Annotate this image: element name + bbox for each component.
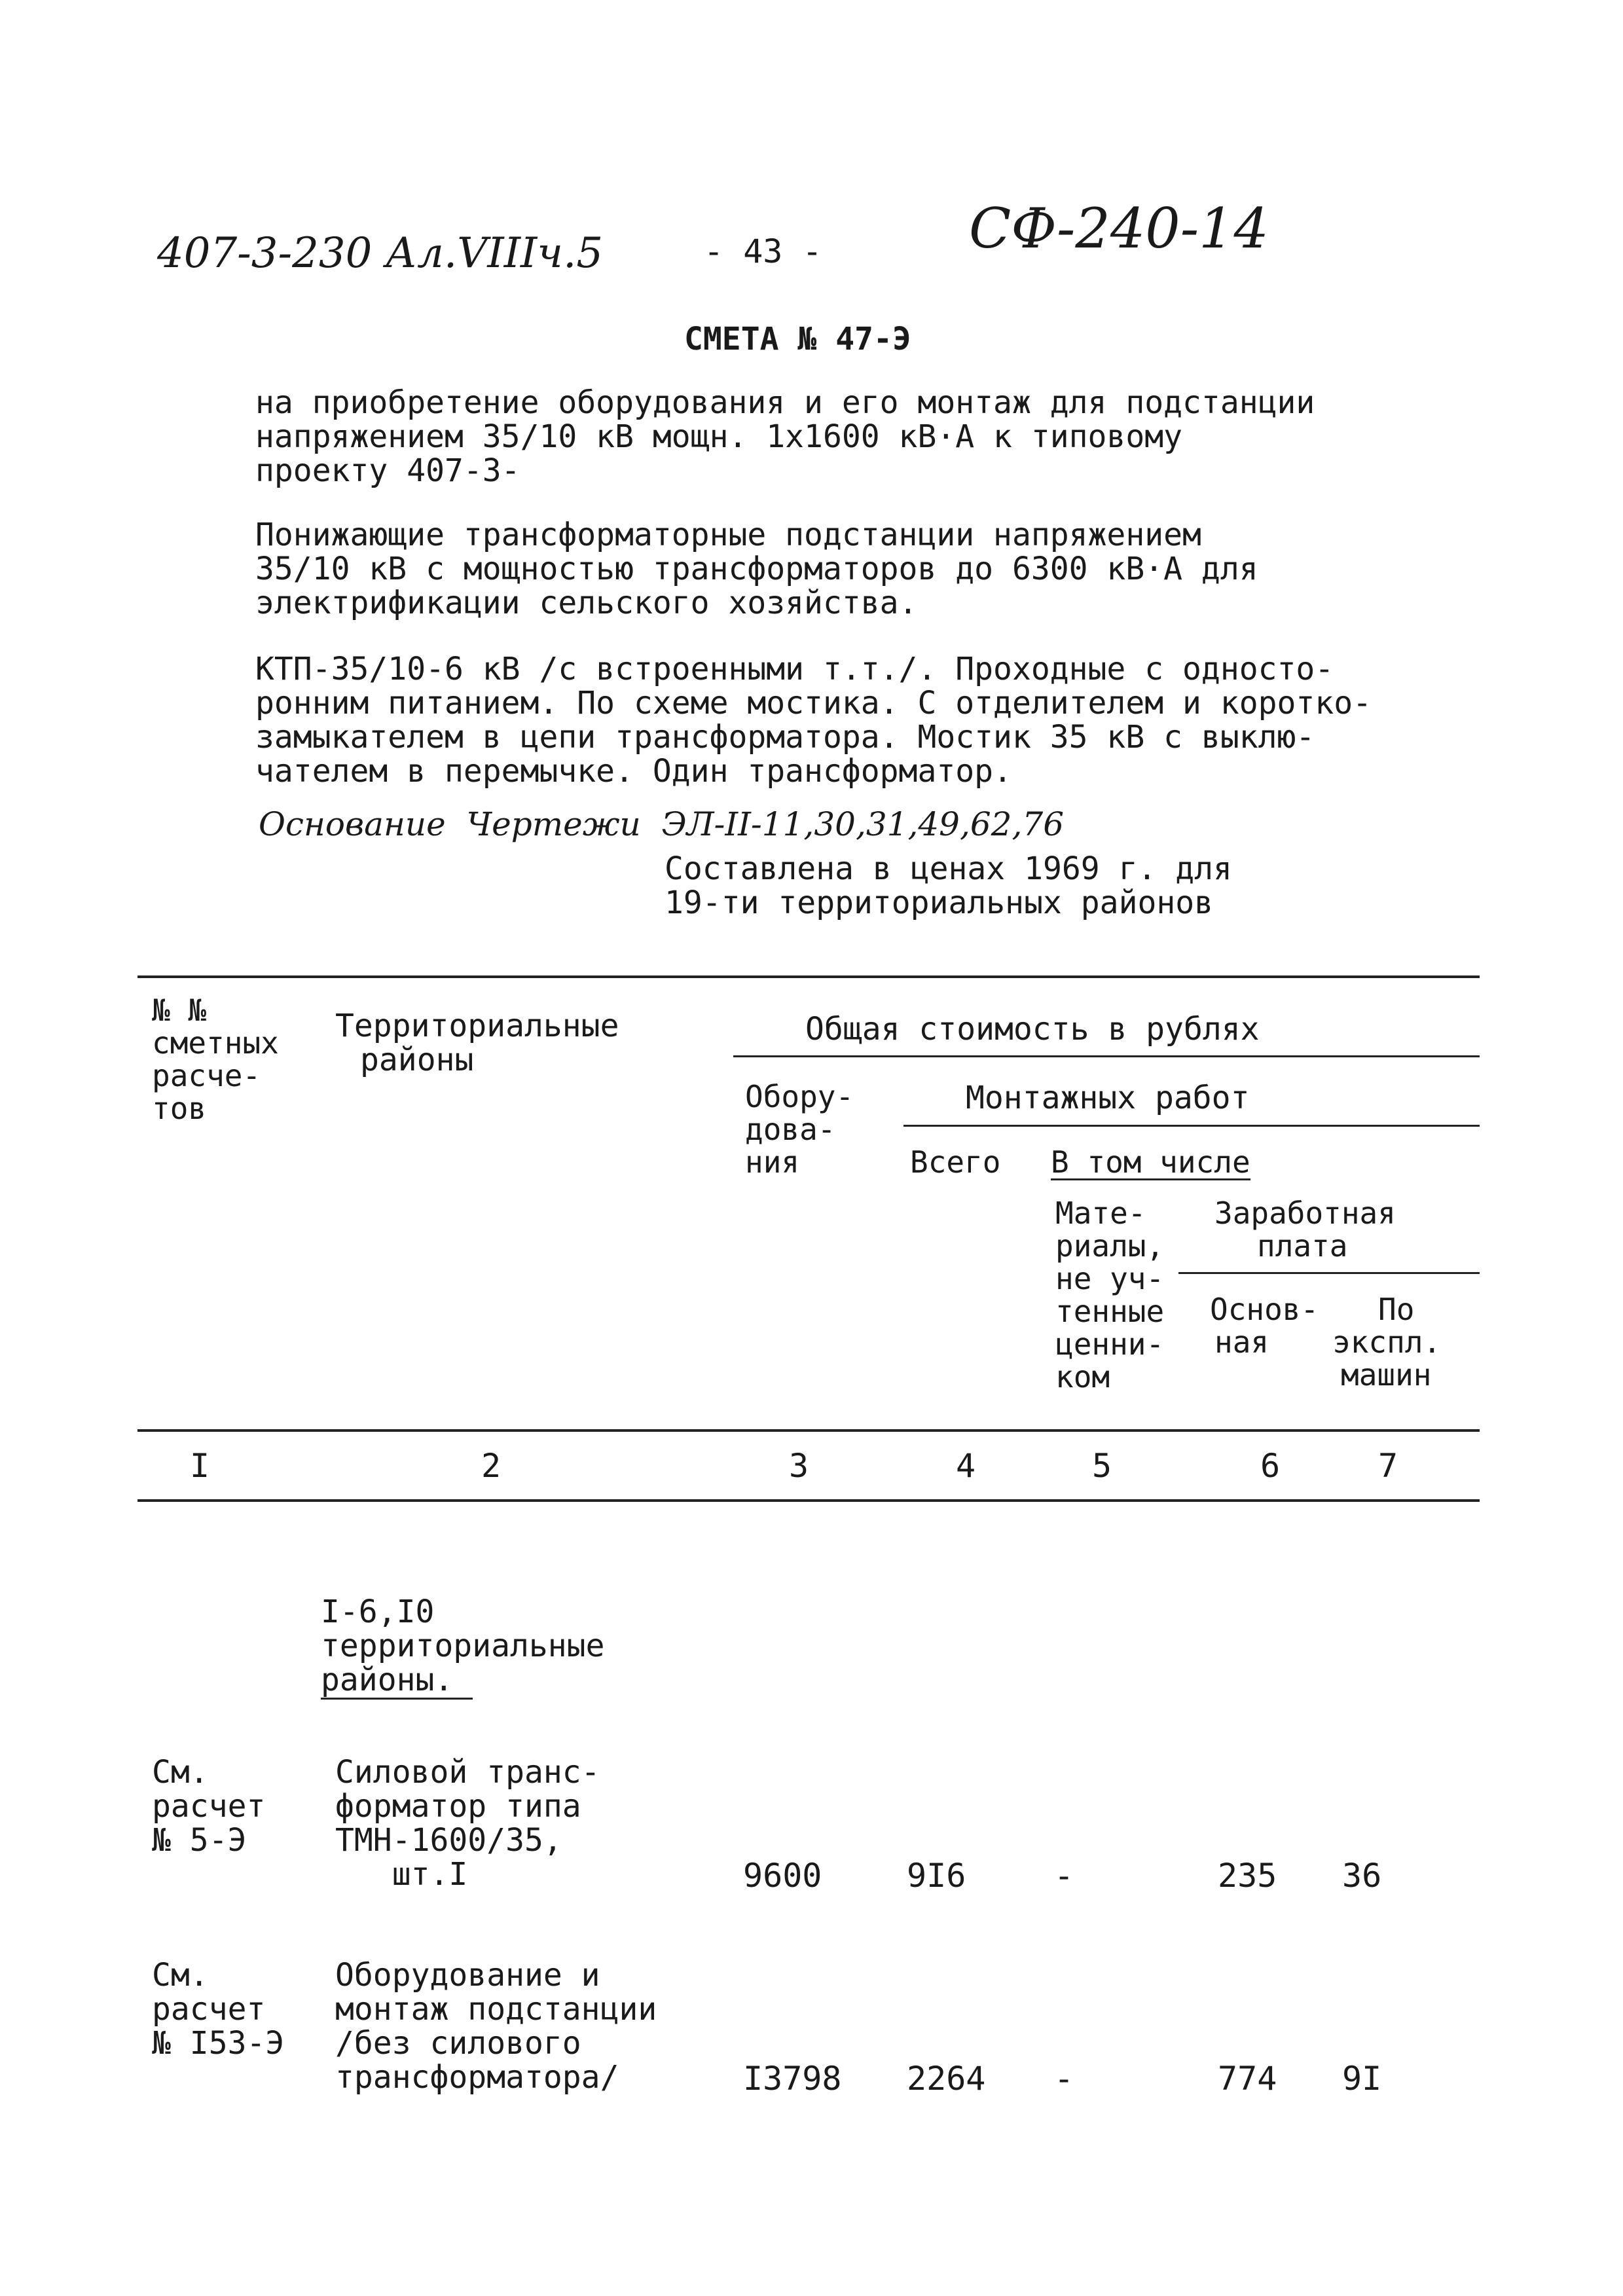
row2-equipment: I3798 xyxy=(743,2060,842,2098)
col-number-4: 4 xyxy=(956,1447,976,1485)
section-line-2: территориальные xyxy=(321,1628,605,1664)
archive-code: СФ-240-14 xyxy=(969,196,1269,261)
row1-name-line-2: форматор типа xyxy=(335,1788,581,1825)
header-salary-line-1: Заработная xyxy=(1214,1195,1396,1231)
basis-note: Основание Чертежи ЭЛ-II-11,30,31,49,62,76 xyxy=(259,805,1065,843)
table-top-rule xyxy=(137,975,1480,978)
header-montage: Монтажных работ xyxy=(966,1080,1250,1116)
row2-machines: 9I xyxy=(1342,2060,1382,2098)
prices-line-2: 19-ти территориальных районов xyxy=(665,884,1214,921)
montage-rule xyxy=(903,1125,1480,1127)
purpose-line-1: на приобретение оборудования и его монтаж для подстанции xyxy=(255,384,1315,421)
salary-rule xyxy=(1178,1272,1480,1274)
section-line-1: I-6,I0 xyxy=(321,1594,435,1630)
page-number: - 43 - xyxy=(704,232,822,270)
row2-name-line-1: Оборудование и xyxy=(335,1957,600,1994)
col-number-5: 5 xyxy=(1092,1447,1112,1485)
header-col2-line-2: районы xyxy=(360,1042,474,1078)
row1-name-line-1: Силовой транс- xyxy=(335,1754,600,1791)
document-title: СМЕТА № 47-Э xyxy=(684,321,911,357)
header-col1-line-3: расче- xyxy=(152,1058,261,1093)
doc-code: 407-3-230 Ал.VIIIч.5 xyxy=(157,229,604,278)
header-salary-line-2: плата xyxy=(1257,1228,1348,1264)
header-materials-line-3: не уч- xyxy=(1055,1261,1165,1296)
row2-ref-line-1: См. xyxy=(152,1957,209,1994)
header-materials-line-1: Мате- xyxy=(1055,1195,1146,1231)
row2-ref-line-3: № I53-Э xyxy=(152,2025,285,2062)
col-number-1: I xyxy=(190,1447,210,1485)
header-machines-line-1: По xyxy=(1378,1292,1415,1327)
header-col1-line-4: тов xyxy=(152,1091,207,1126)
col-number-2: 2 xyxy=(481,1447,501,1485)
header-col2-line-1: Территориальные xyxy=(335,1008,619,1044)
description-line-2: 35/10 кВ с мощностью трансформаторов до 6300 кВ·А для xyxy=(255,551,1258,587)
header-basic-line-1: Основ- xyxy=(1210,1292,1319,1327)
row2-total: 2264 xyxy=(907,2060,986,2098)
row1-equipment: 9600 xyxy=(743,1857,822,1895)
col-number-3: 3 xyxy=(789,1447,809,1485)
col-numbers-rule xyxy=(137,1499,1480,1502)
row1-ref-line-2: расчет xyxy=(152,1788,266,1825)
row1-machines: 36 xyxy=(1342,1857,1382,1895)
prices-line-1: Составлена в ценах 1969 г. для xyxy=(665,850,1232,887)
header-materials-line-2: риалы, xyxy=(1055,1228,1165,1264)
row1-total: 9I6 xyxy=(907,1857,966,1895)
total-cost-rule xyxy=(733,1055,1480,1057)
scheme-line-4: чателем в перемычке. Один трансформатор. xyxy=(255,753,1012,790)
header-total: Всего xyxy=(910,1144,1001,1180)
description-line-3: электрификации сельского хозяйства. xyxy=(255,585,918,621)
row1-ref-line-1: См. xyxy=(152,1754,209,1791)
header-materials-line-4: тенные xyxy=(1055,1294,1165,1329)
row1-ref-line-3: № 5-Э xyxy=(152,1822,247,1859)
row1-name-line-4: шт.I xyxy=(335,1856,468,1893)
header-basic-line-2: ная xyxy=(1214,1324,1269,1360)
header-machines-line-2: экспл. xyxy=(1332,1324,1442,1360)
header-materials-line-5: ценни- xyxy=(1055,1326,1165,1362)
header-equipment-line-1: Обору- xyxy=(745,1079,854,1114)
row2-name-line-3: /без силового xyxy=(335,2025,581,2062)
scheme-line-3: замыкателем в цепи трансформатора. Мостик 35 кВ с выклю- xyxy=(255,719,1315,756)
col-number-6: 6 xyxy=(1260,1447,1281,1485)
header-materials-line-6: ком xyxy=(1055,1359,1110,1394)
row2-materials: - xyxy=(1054,2060,1074,2098)
header-including: В том числе xyxy=(1051,1144,1250,1180)
scheme-line-1: КТП-35/10-6 кВ /с встроенными т.т./. Проходные с односто- xyxy=(255,651,1334,687)
header-equipment-line-2: дова- xyxy=(745,1112,836,1147)
section-line-3: районы. xyxy=(321,1662,473,1700)
row2-name-line-2: монтаж подстанции xyxy=(335,1991,657,2028)
header-bottom-rule xyxy=(137,1429,1480,1432)
header-equipment-line-3: ния xyxy=(745,1144,800,1180)
row2-basic: 774 xyxy=(1218,2060,1277,2098)
header-total-cost: Общая стоимость в рублях xyxy=(805,1011,1260,1048)
row2-name-line-4: трансформатора/ xyxy=(335,2059,619,2096)
scheme-line-2: ронним питанием. По схеме мостика. С отделителем и коротко- xyxy=(255,685,1372,721)
description-line-1: Понижающие трансформаторные подстанции напряжением xyxy=(255,517,1201,553)
row1-name-line-3: ТМН-1600/35, xyxy=(335,1822,562,1859)
header-machines-line-3: машин xyxy=(1341,1357,1432,1393)
row1-basic: 235 xyxy=(1218,1857,1277,1895)
purpose-line-2: напряжением 35/10 кВ мощн. 1х1600 кВ·А к типовому xyxy=(255,418,1183,455)
header-col1-line-2: сметных xyxy=(152,1025,279,1061)
row2-ref-line-2: расчет xyxy=(152,1991,266,2028)
row1-materials: - xyxy=(1054,1857,1074,1895)
col-number-7: 7 xyxy=(1378,1447,1398,1485)
purpose-line-3: проекту 407-3- xyxy=(255,452,520,489)
header-col1-line-1: № № xyxy=(152,993,207,1028)
